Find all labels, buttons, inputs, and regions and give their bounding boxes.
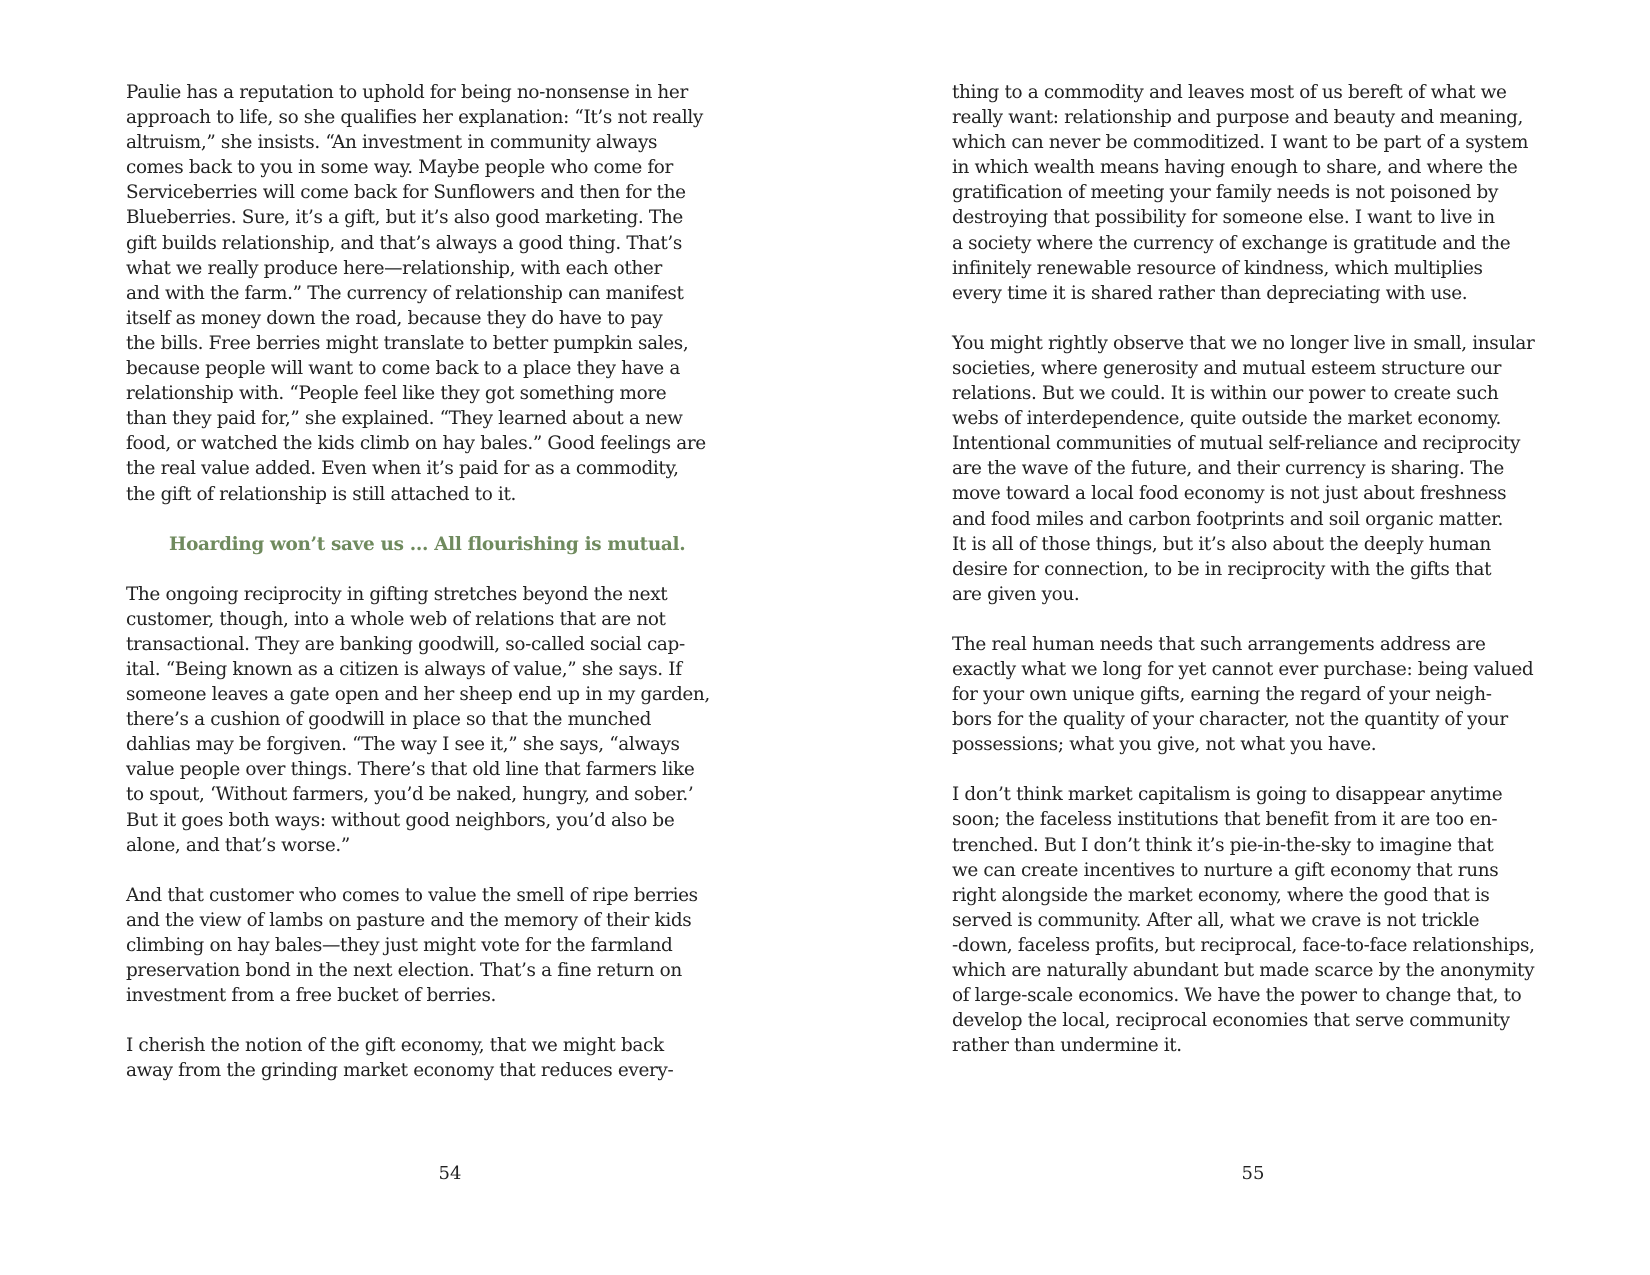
pull-quote: Hoarding won’t save us ... All flourishing is mutual. — [169, 533, 686, 555]
right-paragraph-4: I don’t think market capitalism is going to disappear anytime soon; the faceless institutions that benefit from it are too en- trenched. But I don’t think it’s pie-in-the-sky to imagine that we can create incentives to nurture a gift economy that runs right alongside the market economy, where the good that is served is community. After all, what we crave is not trickle -down, faceless profits, but reciprocal, face-to-face relationships, which are naturally abundant but made scarce by the anonymity of large-scale economics. We have the power to change that, to develop the local, reciprocal economies that serve community rather than undermine it. — [952, 784, 1535, 1057]
right-paragraph-2: You might rightly observe that we no longer live in small, insular societies, where generosity and mutual esteem structure our relations. But we could. It is within our power to create such webs of interdependence, quite outside the market economy. Intentional communities of mutual self-reliance and reciprocity are the wave of the future, and their currency is sharing. The move toward a local food economy is not just about freshness and food miles and carbon footprints and soil organic matter. It is all of those things, but it’s also about the deeply human desire for connection, to be in reciprocity with the gifts that are given you. — [952, 332, 1535, 605]
right-paragraph-1: thing to a commodity and leaves most of us bereft of what we really want: relationship and purpose and beauty and meaning, which can never be commoditized. I want to be part of a system in which wealth means having enough to share, and where the gratification of meeting your family needs is not poisoned by destroying that possibility for someone else. I want to live in a society where the currency of exchange is gratitude and the infinitely renewable resource of kindness, which multiplies every time it is shared rather than depreciating with use. — [952, 82, 1529, 304]
right-page — [825, 0, 1650, 1275]
page-number-right: 55 — [1241, 1163, 1265, 1184]
left-paragraph-3: And that customer who comes to value the smell of ripe berries and the view of lambs on pasture and the memory of their kids climbing on hay bales—they just might vote for the farmland preservation bond in the next election. That’s a fine return on investment from a free bucket of berries. — [126, 884, 698, 1007]
left-paragraph-2: The ongoing reciprocity in gifting stretches beyond the next customer, though, into a whole web of relations that are not transactional. They are banking goodwill, so-called social cap- ital. “Being known as a citizen is always of value,” she says. If someone leaves a gate open and her sheep end up in my garden, there’s a cushion of goodwill in place so that the munched dahlias may be forgiven. “The way I see it,” she says, “always value people over things. There’s that old line that farmers like to spout, ‘Without farmers, you’d be naked, hungry, and sober.’ But it goes both ways: without good neighbors, you’d also be alone, and that’s worse.” — [126, 583, 710, 856]
right-page-text-column — [952, 80, 1542, 1083]
left-paragraph-1: Paulie has a reputation to uphold for being no-nonsense in her approach to life, so she qualifies her explanation: “It’s not really altruism,” she insists. “An investment in community always comes back to you in some way. Maybe people who come for Serviceberries will come back for Sunflowers and then for the Blueberries. Sure, it’s a gift, but it’s also good marketing. The gift builds relationship, and that’s always a good thing. That’s what we really produce here—relationship, with each other and with the farm.” The currency of relationship can manifest itself as money down the road, because they do have to pay the bills. Free berries might translate to better pumpkin sales, because people will want to come back to a place they have a relationship with. “People feel like they got something more than they paid for,” she explained. “They learned about a new food, or watched the kids climb on hay bales.” Good feelings are the real value added. Even when it’s paid for as a commodity, the gift of relationship is still attached to it. — [126, 82, 706, 505]
left-paragraph-4: I cherish the notion of the gift economy, that we might back away from the grinding market economy that reduces every- — [126, 1035, 674, 1082]
page-number-left: 54 — [438, 1163, 462, 1184]
left-page-text-column — [126, 80, 711, 1108]
right-paragraph-3: The real human needs that such arrangements address are exactly what we long for yet cannot ever purchase: being valued for your own unique gifts, earning the regard of your neigh- bors for the quality of your character, not the quantity of your possessions; what you give, not what you have. — [952, 633, 1534, 756]
